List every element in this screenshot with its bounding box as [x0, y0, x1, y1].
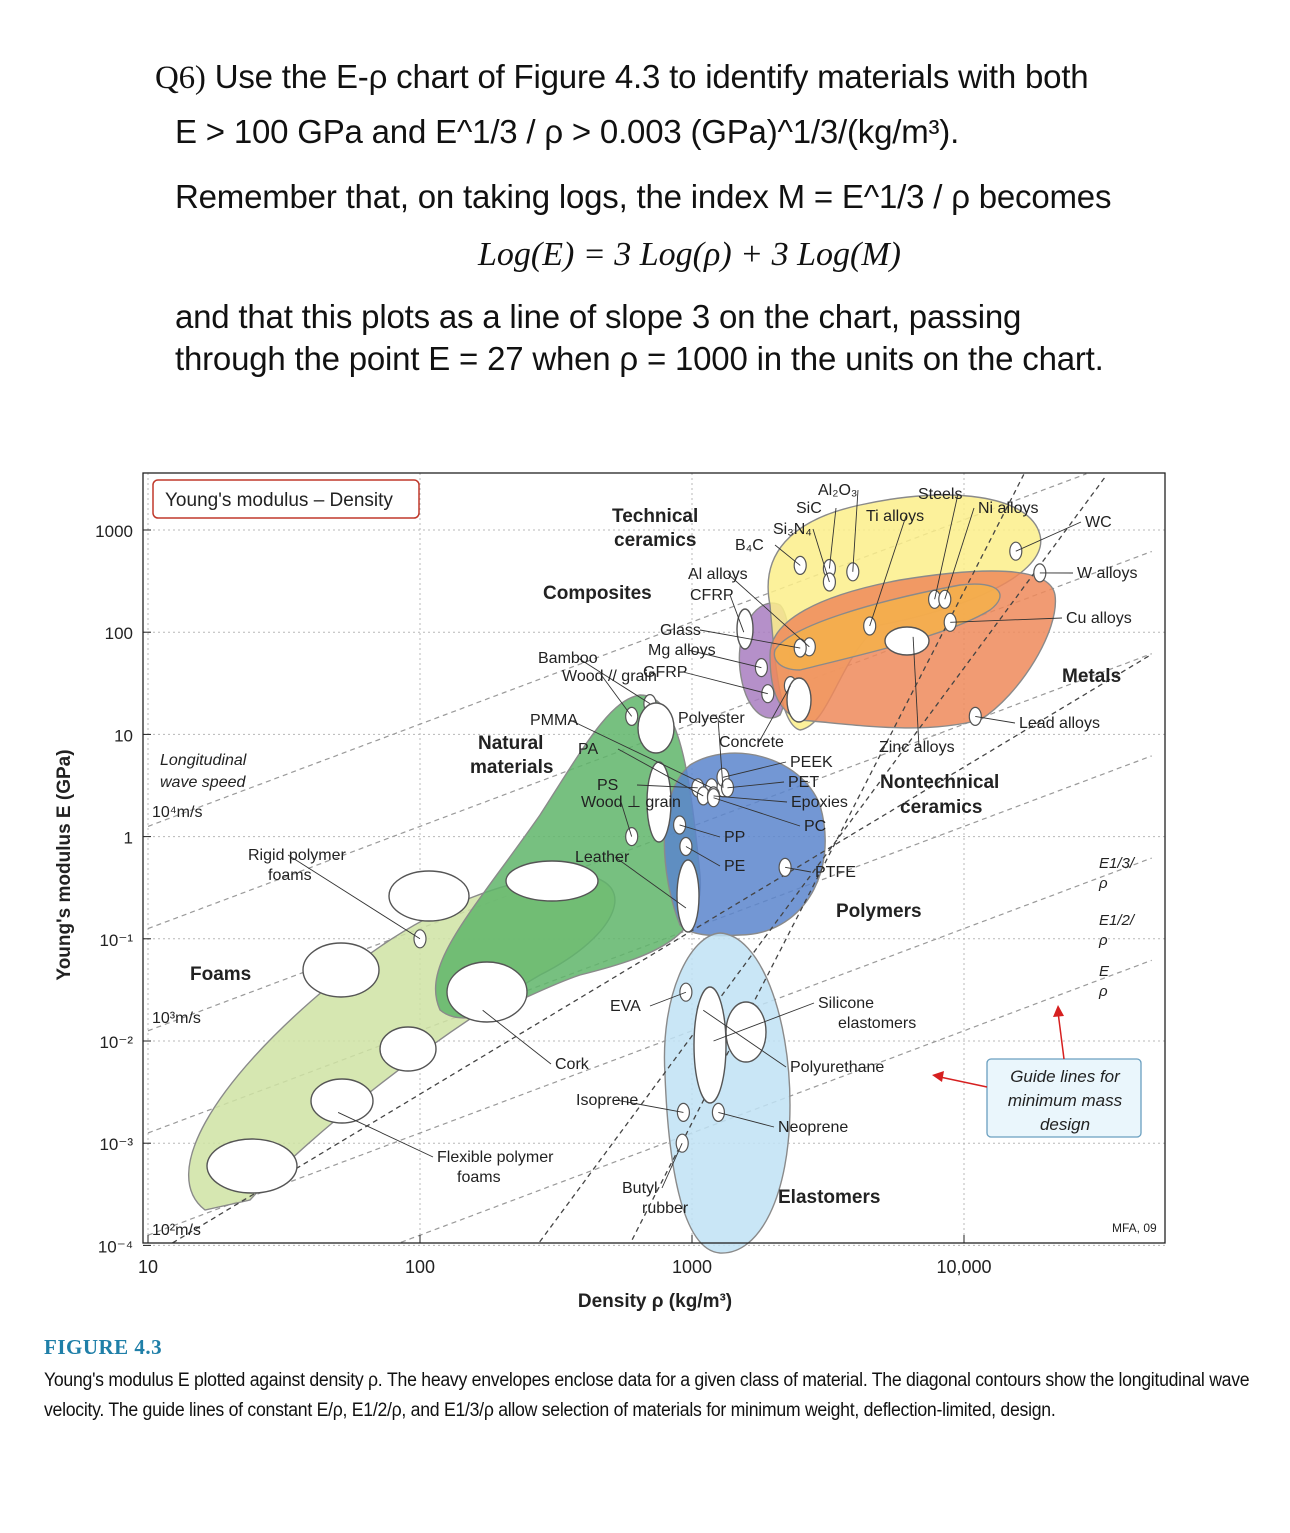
x-axis-label: Density ρ (kg/m³) — [577, 1291, 733, 1312]
material-label: PMMA — [530, 712, 578, 729]
material-label: Ti alloys — [866, 508, 925, 525]
material-label: Neoprene — [778, 1119, 849, 1136]
range-bubble — [447, 962, 527, 1022]
material-label: Al alloys — [688, 566, 748, 583]
caption-body: Young's modulus E plotted against density ρ. The heavy envelopes enclose data for a given class of material. The diagonal contours show the longitudinal wave velocity. The guide lines of constant E/ρ, E1/2/ρ, and E1/3/ρ allow selection of materials for minimum weight, deflection-limited, design. — [44, 1370, 1250, 1421]
material-label: Al₂O₃ — [818, 482, 858, 499]
x-tick-label: 100 — [404, 1257, 436, 1277]
material-label: Glass — [660, 622, 701, 639]
material-label: Wood // grain — [562, 668, 657, 685]
x-tick-label: 1000 — [671, 1257, 713, 1277]
class-label-elastomers: Elastomers — [778, 1187, 881, 1208]
question-block — [0, 0, 1290, 400]
material-point — [708, 789, 720, 807]
material-label: B₄C — [735, 537, 764, 554]
y-tick-label: 1000 — [95, 522, 133, 541]
range-bubble — [311, 1079, 373, 1123]
guide-arrow-up — [1058, 1012, 1064, 1059]
material-label: PET — [788, 774, 820, 791]
class-label-ceramics: ceramics — [614, 530, 697, 551]
figure-caption — [44, 1335, 1264, 1426]
material-point — [626, 828, 638, 846]
y-tick-label: 10⁻¹ — [99, 930, 133, 950]
material-label: PE — [724, 858, 746, 875]
material-label: Bamboo — [538, 650, 598, 667]
question-line-2: E > 100 GPa and E^1/3 / ρ > 0.003 (GPa)^1/3/(kg/m³). — [175, 113, 960, 150]
material-label: CFRP — [690, 587, 734, 604]
chart-title: Young's modulus – Density — [165, 490, 393, 511]
range-bubble — [303, 943, 379, 997]
guide-label-e: E — [1099, 963, 1110, 980]
class-label-foams: Foams — [190, 964, 252, 985]
y-tick-label: 10⁻² — [99, 1033, 133, 1052]
class-label-metals: Metals — [1062, 666, 1122, 687]
guide-label-rho2: ρ — [1099, 932, 1108, 949]
range-bubble — [737, 609, 753, 649]
y-tick-label: 1 — [123, 828, 133, 848]
x-tick-label: 10,000 — [936, 1257, 992, 1277]
class-label-materials: materials — [470, 757, 554, 778]
material-label: Isoprene — [576, 1092, 639, 1109]
material-label: EVA — [610, 998, 641, 1015]
material-label: Polyester — [678, 710, 745, 727]
material-point — [823, 573, 835, 591]
material-label: Si₃N₄ — [773, 521, 812, 538]
log-equation: Log(E) = 3 Log(ρ) + 3 Log(M) — [478, 236, 901, 273]
range-bubble — [677, 860, 699, 932]
material-label: Zinc alloys — [879, 739, 955, 756]
wave-speed-1e2: 10²m/s — [152, 1222, 201, 1239]
y-tick-label: 10⁻⁴ — [97, 1237, 133, 1257]
material-label: Butyl — [622, 1180, 658, 1197]
material-label: GFRP — [643, 664, 688, 681]
material-label: Mg alloys — [648, 642, 716, 659]
material-label: elastomers — [838, 1015, 917, 1032]
wave-speed-1e3: 10³m/s — [152, 1010, 201, 1027]
class-label-technical: Technical — [612, 506, 699, 527]
y-axis-label: Young's modulus E (GPa) — [54, 749, 75, 981]
material-label: Leather — [575, 849, 630, 866]
range-bubble — [506, 861, 598, 901]
range-bubble — [389, 871, 469, 921]
material-label: foams — [268, 867, 312, 884]
guide-arrowhead — [1053, 1005, 1064, 1017]
source-note: MFA, 09 — [1112, 1221, 1157, 1235]
class-label-nontechnical: Nontechnical — [880, 772, 1000, 793]
material-label: foams — [457, 1169, 501, 1186]
material-label: Cu alloys — [1066, 610, 1132, 627]
guide-label-rho1: ρ — [1099, 875, 1108, 892]
guide-label-rho3: ρ — [1099, 983, 1108, 1000]
modulus-density-chart — [0, 455, 1290, 1325]
class-label-composites: Composites — [543, 583, 652, 604]
material-point — [779, 858, 791, 876]
material-label: WC — [1085, 514, 1112, 531]
material-label: PS — [597, 777, 619, 794]
class-label-polymers: Polymers — [836, 901, 922, 922]
material-label: Epoxies — [791, 794, 848, 811]
material-label: PC — [804, 818, 827, 835]
range-bubble — [694, 987, 726, 1103]
question-line-1 — [155, 58, 1088, 97]
question-line-5: and that this plots as a line of slope 3 on the chart, passing — [175, 298, 1022, 335]
material-label: Wood ⊥ grain — [581, 794, 681, 811]
question-line-1-text: Use the E-ρ chart of Figure 4.3 to identify materials with both — [214, 58, 1089, 95]
material-label: Silicone — [818, 995, 875, 1012]
question-number: Q6) — [155, 60, 206, 96]
material-label: Rigid polymer — [248, 847, 346, 864]
question-line-3: Remember that, on taking logs, the index M = E^1/3 / ρ becomes — [175, 178, 1112, 215]
y-tick-label: 100 — [104, 624, 133, 644]
question-line-6: through the point E = 27 when ρ = 1000 in the units on the chart. — [175, 340, 1104, 377]
y-tick-label: 10⁻³ — [99, 1135, 133, 1155]
material-label: Flexible polymer — [437, 1149, 554, 1166]
guide-box-line: Guide lines for — [1010, 1067, 1120, 1086]
material-label: W alloys — [1077, 565, 1138, 582]
range-bubble — [885, 627, 929, 655]
leader-line — [483, 1010, 551, 1064]
range-bubble — [787, 678, 811, 722]
material-label: Ni alloys — [978, 500, 1039, 517]
material-point — [676, 1134, 688, 1152]
material-point — [680, 838, 692, 856]
material-label: PTFE — [815, 864, 856, 881]
wave-speed-1e4: 10⁴m/s — [152, 804, 203, 821]
class-label-natural: Natural — [478, 733, 544, 754]
material-label: PA — [578, 741, 599, 758]
guide-box-line: design — [1039, 1115, 1091, 1134]
material-label: rubber — [642, 1200, 689, 1217]
y-tick-label: 10 — [114, 726, 133, 746]
x-tick-label: 10 — [137, 1257, 159, 1277]
guide-box-line: minimum mass — [1007, 1091, 1123, 1110]
material-label: PP — [724, 829, 746, 846]
wave-speed-label: Longitudinal — [160, 752, 247, 769]
range-bubble — [638, 703, 674, 753]
guide-label-e13: E1/3/ — [1099, 855, 1135, 872]
material-label: Cork — [555, 1056, 589, 1073]
material-point — [939, 590, 951, 608]
guide-label-e12: E1/2/ — [1099, 912, 1135, 929]
material-label: PEEK — [790, 754, 833, 771]
material-label: Lead alloys — [1019, 715, 1100, 732]
range-bubble — [380, 1027, 436, 1071]
guide-arrowhead — [932, 1071, 944, 1082]
material-label: Concrete — [719, 734, 784, 751]
material-label: Polyurethane — [790, 1059, 885, 1076]
caption-title: FIGURE 4.3 — [44, 1335, 163, 1359]
class-label-nt-ceramics: ceramics — [900, 797, 983, 818]
material-label: Steels — [918, 486, 963, 503]
material-label: SiC — [796, 500, 822, 517]
range-bubble — [207, 1139, 297, 1193]
range-bubble — [726, 1002, 766, 1062]
wave-speed-label: wave speed — [160, 774, 246, 791]
